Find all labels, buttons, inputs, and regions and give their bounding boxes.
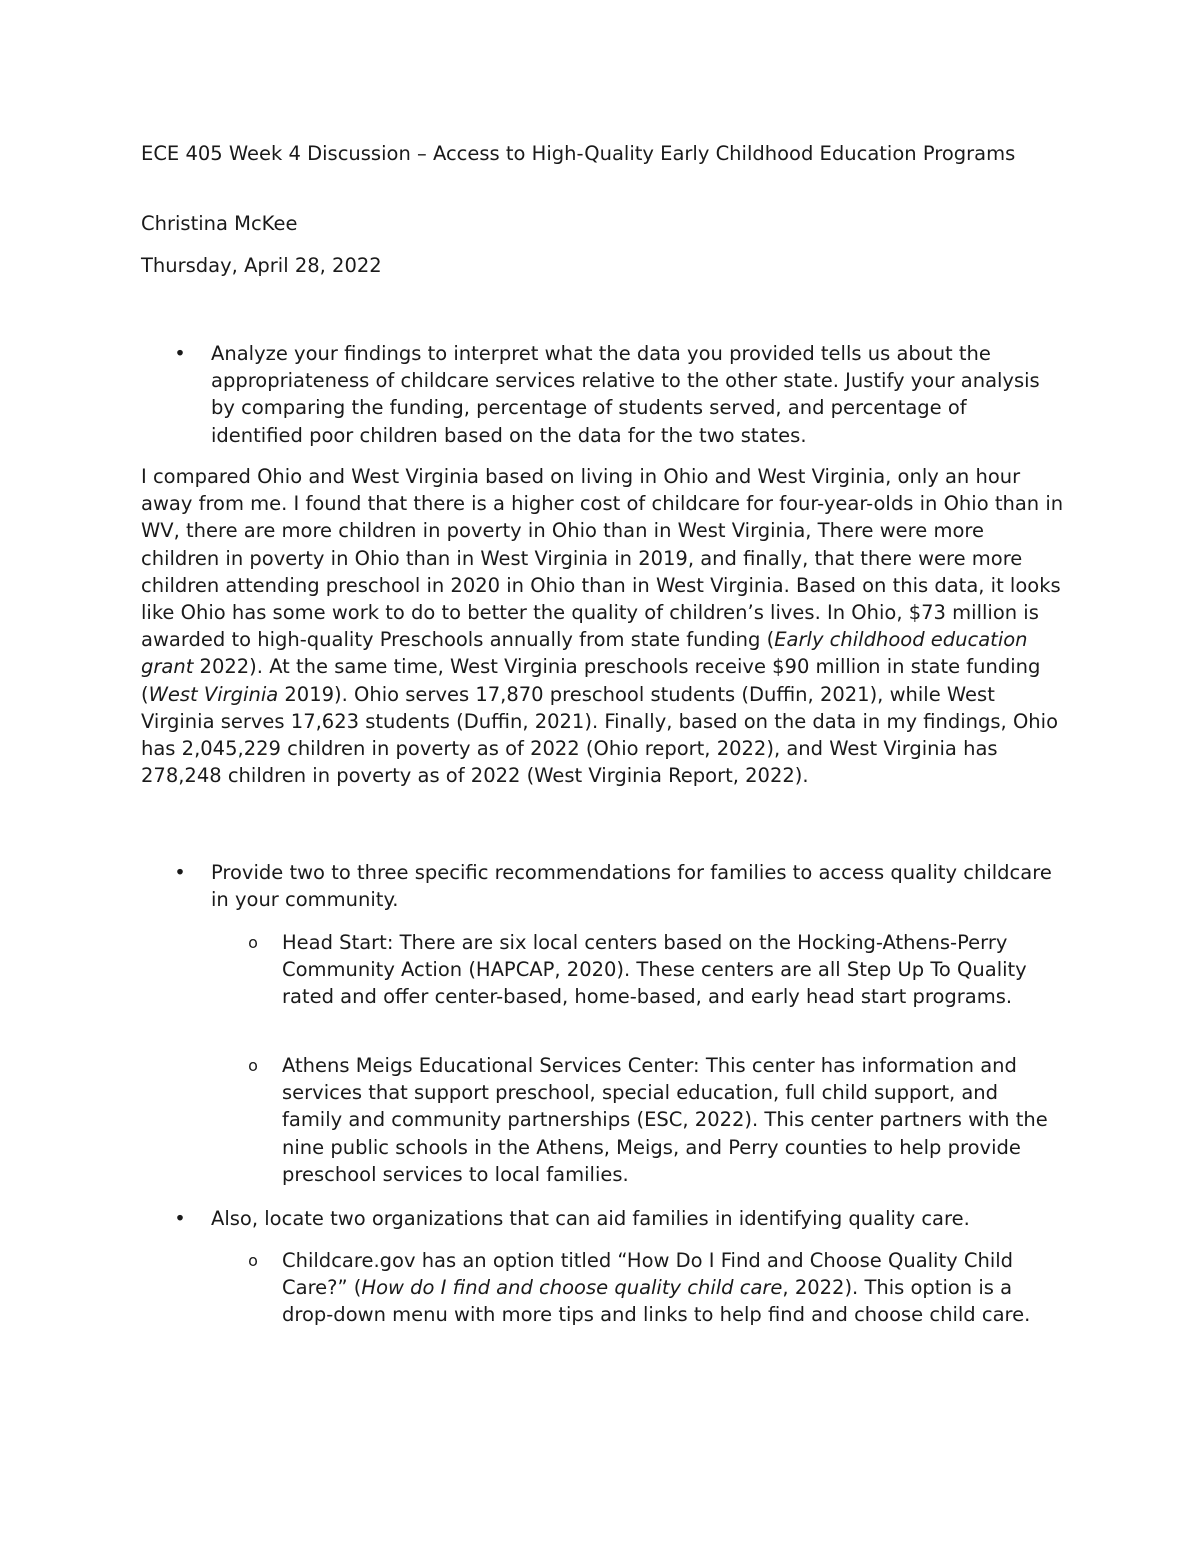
bullet-icon: • [174,342,186,365]
recommendation-item: Head Start: There are six local centers based on the Hocking-Athens-Perry Community Action (HAPCAP, 2020). These centers are all Step Up To Quality rated and offer center-based, home-based, and early head start programs. [282,931,1027,1009]
bullet-icon: • [174,1207,186,1230]
sub-bullet-icon: o [248,1056,258,1075]
bullet-icon: • [174,861,186,884]
citation-italic: How do I find and choose quality child care [361,1276,783,1300]
citation-italic: West Virginia [148,682,279,706]
sub-bullet-icon: o [248,933,258,952]
organization-item: Childcare.gov has an option titled “How Do I Find and Choose Quality Child Care?” (How do I find and choose quality child care, 2022). This option is a drop-down menu with more tips and links to help find and choose child care. [282,1249,1031,1327]
prompt-recommendations: Provide two to three specific recommendations for families to access quality childcare in your community. [211,861,1052,912]
document-date: Thursday, April 28, 2022 [141,254,382,277]
citation-italic: Early childhood education grant [141,628,1028,679]
document-title: ECE 405 Week 4 Discussion – Access to High-Quality Early Childhood Education Programs [141,142,1016,165]
author-name: Christina McKee [141,212,298,235]
prompt-organizations: Also, locate two organizations that can aid families in identifying quality care. [211,1207,970,1230]
sub-bullet-icon: o [248,1251,258,1270]
recommendation-item: Athens Meigs Educational Services Center: This center has information and services that support preschool, special education, full child support, and family and community partnerships (ESC, 2022). This center partners with the nine public schools in the Athens, Meigs, and Perry counties to help provide preschool services to local families. [282,1054,1048,1186]
analysis-paragraph: I compared Ohio and West Virginia based on living in Ohio and West Virginia, only an hour away from me. I found that there is a higher cost of childcare for four-year-olds in Ohio than in WV, there are more children in poverty in Ohio than in West Virginia, There were more children in poverty in Ohio than in West Virginia in 2019, and finally, that there were more children attending preschool in 2020 in Ohio than in West Virginia. Based on this data, it looks like Ohio has some work to do to better the quality of children’s lives. In Ohio, $73 million is awarded to high-quality Preschools annually from state funding (Early childhood education grant 2022). At the same time, West Virginia preschools receive $90 million in state funding (West Virginia 2019). Ohio serves 17,870 preschool students (Duffin, 2021), while West Virginia serves 17,623 students (Duffin, 2021). Finally, based on the data in my findings, Ohio has 2,045,229 children in poverty as of 2022 (Ohio report, 2022), and West Virginia has 278,248 children in poverty as of 2022 (West Virginia Report, 2022). [141,465,1064,788]
prompt-analyze: Analyze your findings to interpret what the data you provided tells us about the appropriateness of childcare services relative to the other state. Justify your analysis by comparing the funding, percentage of students served, and percentage of identified poor children based on the data for the two states. [211,342,1040,447]
